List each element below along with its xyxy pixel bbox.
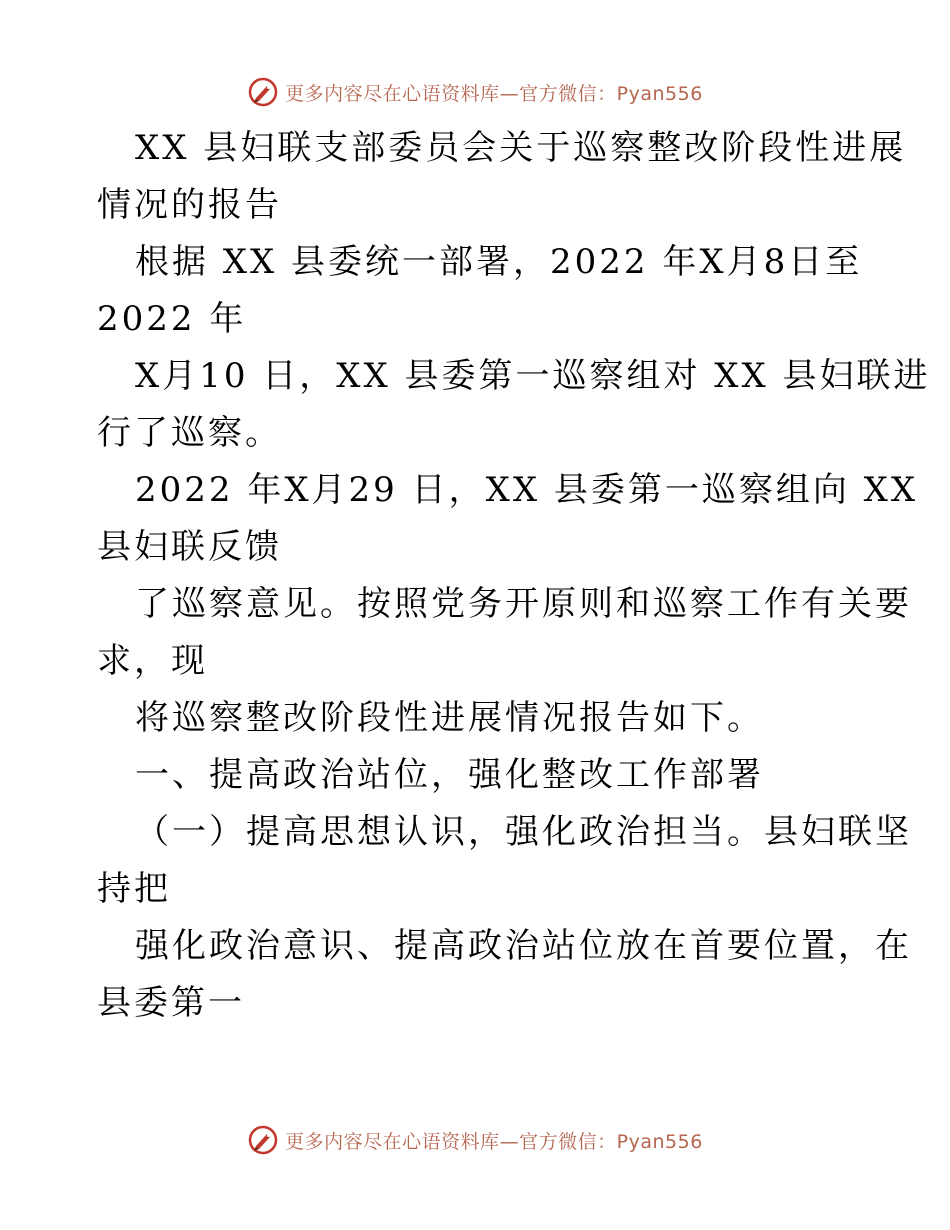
text-line: 持把 (97, 869, 171, 909)
watermark-text: 更多内容尽在心语资料库—官方微信：Pyan556 (285, 82, 703, 105)
text-line: 强化政治意识、提高政治站位放在首要位置，在 (135, 926, 912, 966)
pen-logo-icon (247, 76, 279, 108)
text-line: 县妇联反馈 (97, 527, 282, 567)
text-line: 根据 XX 县委统一部署，2022 年X月8日至 (135, 242, 863, 282)
text-line: 情况的报告 (97, 185, 282, 225)
document-body (97, 120, 931, 1032)
text-line: X月10 日，XX 县委第一巡察组对 XX 县妇联进 (135, 356, 931, 396)
text-line: 2022 年X月29 日，XX 县委第一巡察组向 XX (135, 470, 919, 510)
text-line: 2022 年 (97, 299, 247, 339)
text-line: XX 县妇联支部委员会关于巡察整改阶段性进展 (135, 128, 907, 168)
header-watermark (0, 72, 950, 112)
text-line: 县委第一 (97, 983, 245, 1023)
section-heading: 一、提高政治站位，强化整改工作部署 (135, 755, 764, 795)
text-line: 将巡察整改阶段性进展情况报告如下。 (135, 698, 764, 738)
footer-watermark (0, 1120, 950, 1160)
pen-logo-icon (247, 1124, 279, 1156)
text-line: 了巡察意见。按照党务开原则和巡察工作有关要 (135, 584, 912, 624)
watermark-text: 更多内容尽在心语资料库—官方微信：Pyan556 (285, 1130, 703, 1153)
text-line: 行了巡察。 (97, 413, 282, 453)
text-line: 求，现 (97, 641, 208, 681)
text-line: （一）提高思想认识，强化政治担当。县妇联坚 (135, 812, 912, 852)
